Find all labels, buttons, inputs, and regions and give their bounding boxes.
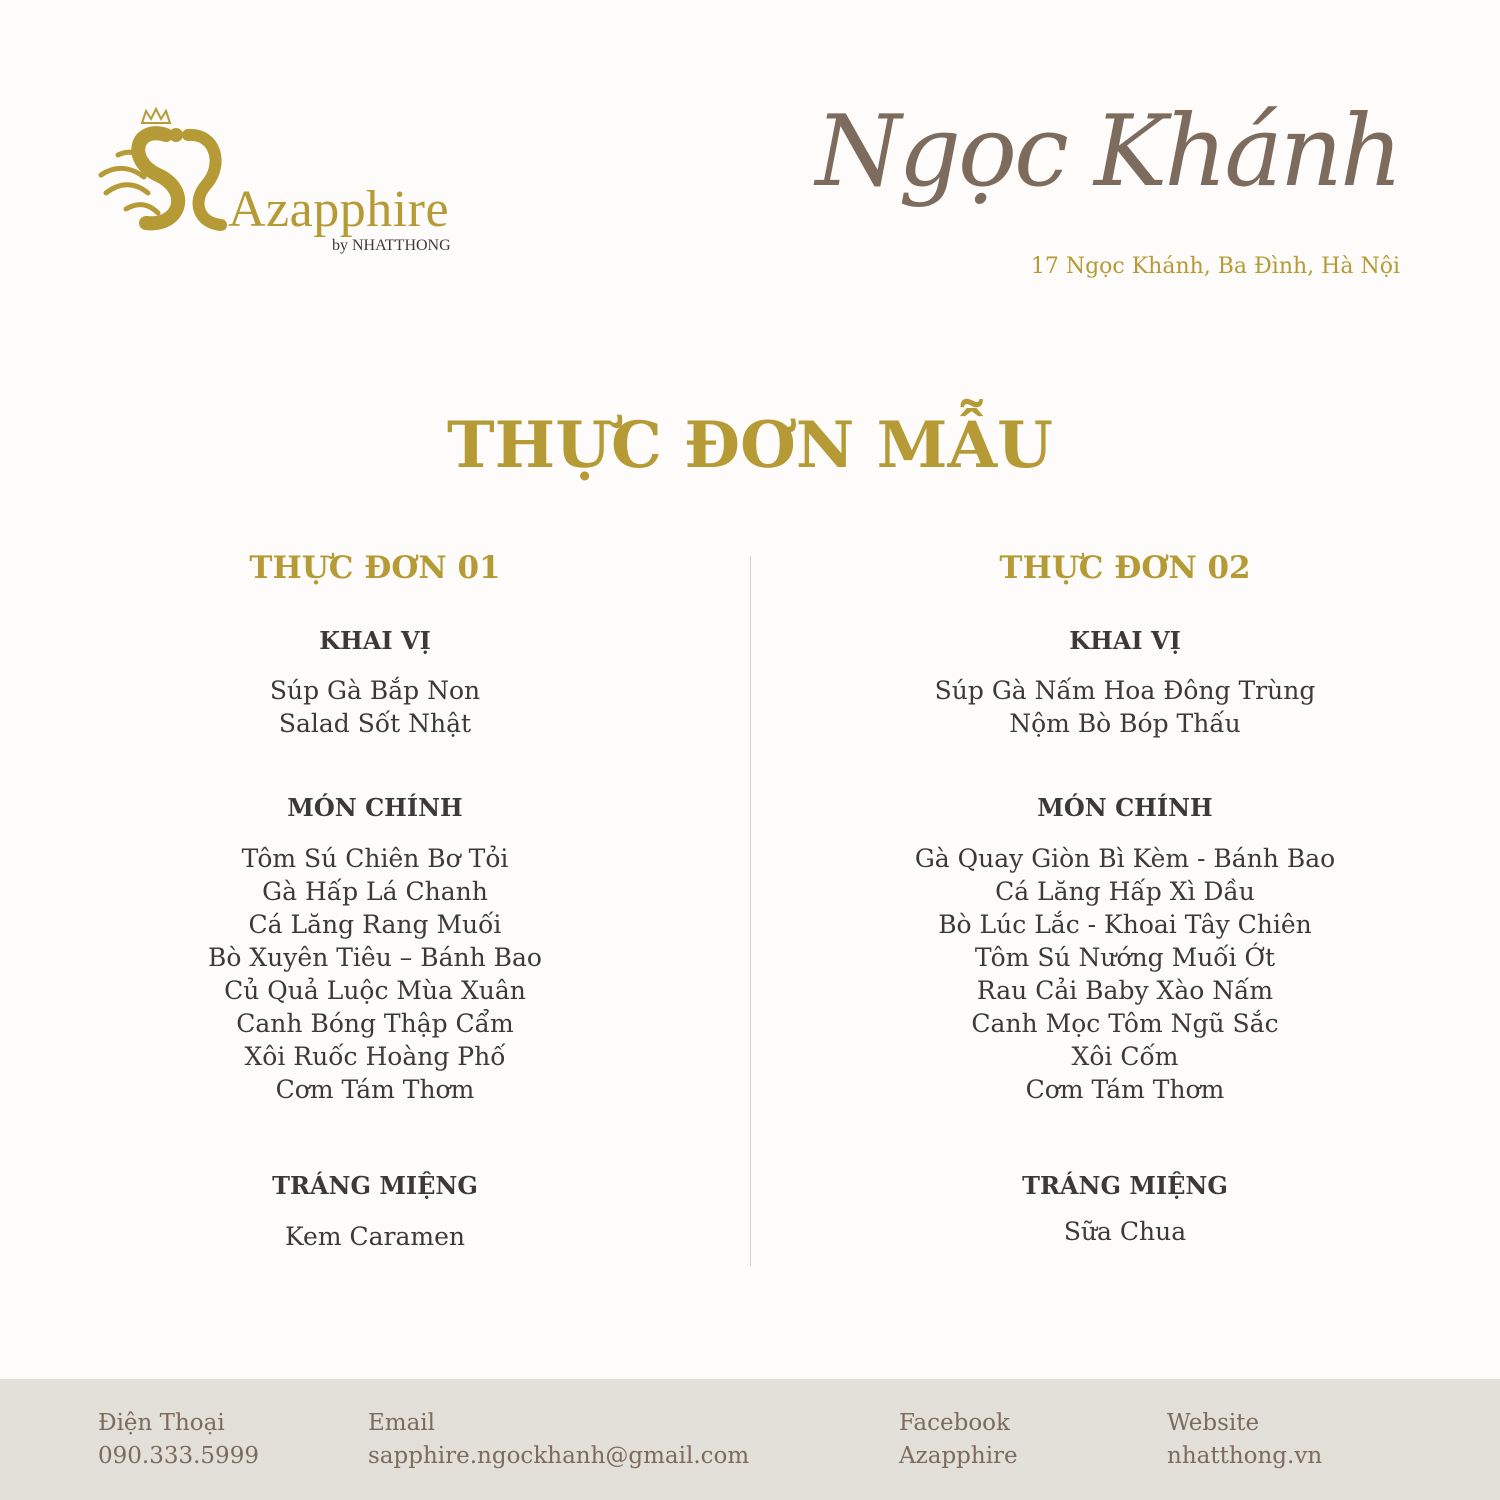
dessert-list [0,1220,750,1253]
mains-list [750,842,1500,1106]
list-item: Xôi Cốm [1071,1042,1179,1071]
venue-name: Ngọc Khánh [815,95,1400,209]
list-item: Canh Bóng Thập Cẩm [236,1009,514,1038]
starters-list [750,674,1500,740]
list-item: Tôm Sú Chiên Bơ Tỏi [241,844,509,873]
dessert-heading: TRÁNG MIỆNG [1022,1171,1228,1200]
list-item: Cơm Tám Thơm [275,1075,475,1104]
list-item: Tôm Sú Nướng Muối Ớt [974,943,1276,972]
list-item: Salad Sốt Nhật [278,709,472,738]
list-item: Xôi Ruốc Hoàng Phố [244,1042,506,1071]
swan-logo-icon [96,105,231,235]
dessert-heading: TRÁNG MIỆNG [272,1171,478,1200]
list-item: Bò Xuyên Tiêu – Bánh Bao [208,943,542,972]
contact-footer [0,1379,1500,1500]
list-item: Bò Lúc Lắc - Khoai Tây Chiên [938,910,1312,939]
list-item: Củ Quả Luộc Mùa Xuân [224,976,526,1005]
email-label: Email [368,1410,436,1436]
list-item: Súp Gà Bắp Non [269,676,481,705]
email-value[interactable]: sapphire.ngockhanh@gmail.com [368,1443,750,1469]
logo-subtitle: by NHATTHONG [332,237,451,254]
dessert-list [750,1215,1500,1248]
mains-heading: MÓN CHÍNH [287,793,463,822]
contact-email [368,1407,749,1473]
page-title: THỰC ĐƠN MẪU [447,408,1053,483]
mains-heading: MÓN CHÍNH [1037,793,1213,822]
list-item: Nộm Bò Bóp Thấu [1009,709,1241,738]
venue-address: 17 Ngọc Khánh, Ba Đình, Hà Nội [1030,254,1400,279]
facebook-label: Facebook [899,1410,1010,1436]
phone-label: Điện Thoại [98,1410,225,1436]
list-item: Gà Quay Giòn Bì Kèm - Bánh Bao [914,844,1336,873]
facebook-value[interactable]: Azapphire [899,1443,1018,1469]
list-item: Kem Caramen [285,1222,465,1251]
list-item: Gà Hấp Lá Chanh [262,877,488,906]
list-item: Sữa Chua [1063,1217,1187,1246]
brand-logo [96,105,486,265]
list-item: Cơm Tám Thơm [1025,1075,1225,1104]
starters-heading: KHAI VỊ [319,626,431,655]
website-label: Website [1167,1410,1260,1436]
list-item: Súp Gà Nấm Hoa Đông Trùng [934,676,1316,705]
starters-list [0,674,750,740]
phone-value[interactable]: 090.333.5999 [98,1443,259,1469]
list-item: Rau Cải Baby Xào Nấm [976,976,1274,1005]
menu-title: THỰC ĐƠN 01 [249,550,501,586]
website-value[interactable]: nhatthong.vn [1167,1443,1323,1469]
list-item: Cá Lăng Rang Muối [248,910,502,939]
menu-title: THỰC ĐƠN 02 [999,550,1251,586]
contact-website [1167,1407,1322,1473]
mains-list [0,842,750,1106]
list-item: Cá Lăng Hấp Xì Dầu [995,877,1255,906]
contact-phone [98,1407,259,1473]
starters-heading: KHAI VỊ [1069,626,1181,655]
logo-wordmark: Azapphire [228,181,450,238]
contact-facebook [899,1407,1018,1473]
list-item: Canh Mọc Tôm Ngũ Sắc [971,1009,1279,1038]
